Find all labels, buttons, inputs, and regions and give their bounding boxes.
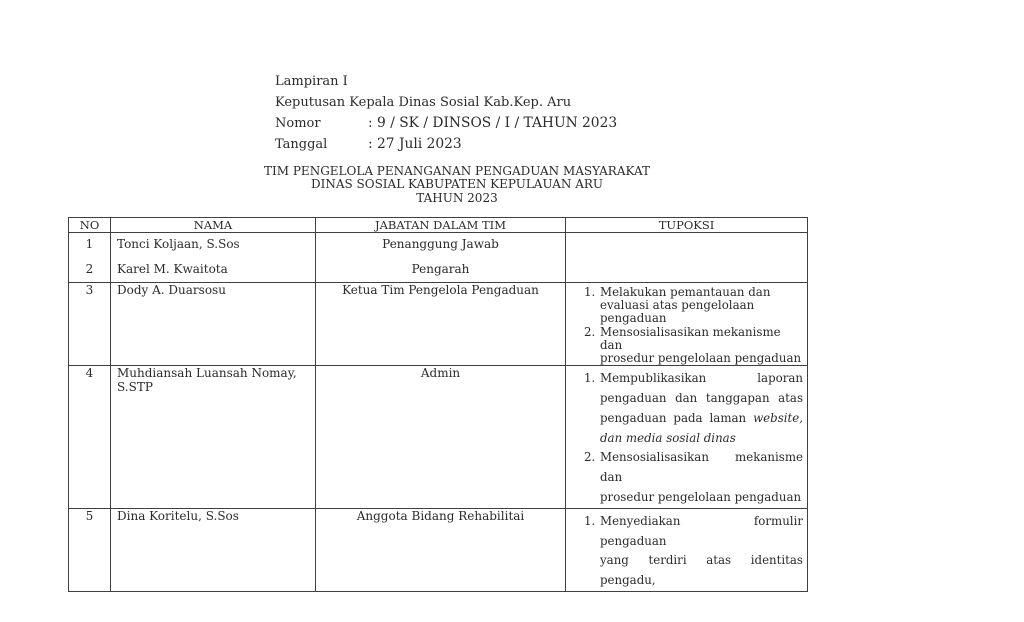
tanggal-label: Tanggal [275,137,328,152]
cell-jabatan-4: Admin [316,366,566,509]
tupoksi-text-line: prosedur pengelolaan pengaduan [600,490,802,504]
cell-no-4: 4 [69,366,111,509]
nomor-value: : 9 / SK / DINSOS / I / TAHUN 2023 [368,115,618,131]
header-no: NO [69,218,111,233]
tupoksi-text-line: Menyediakan formulir pengaduan [600,513,803,548]
tupoksi-text-line: dan media sosial dinas [600,430,736,445]
keputusan-text: Keputusan Kepala Dinas Sosial Kab.Kep. Aru [275,95,572,110]
cell-tupoksi-1-2 [566,233,808,283]
tupoksi-item [566,326,807,366]
item-number: 1. [584,513,596,528]
cell-nama-5: Dina Koritelu, S.Sos [111,508,316,591]
title-line-3: TAHUN 2023 [416,190,498,205]
tupoksi-text-line: evaluasi atas pengelolaan [600,298,755,313]
cell-nama-3: Dody A. Duarsosu [111,283,316,366]
cell-jabatan-3: Ketua Tim Pengelola Pengaduan [316,283,566,366]
keputusan-line [275,92,617,113]
title-line-1: TIM PENGELOLA PENANGANAN PENGADUAN MASYARAKAT [264,164,650,178]
table-header-row [69,218,808,233]
jabatan-2: Pengarah [411,262,470,276]
header-jabatan: JABATAN DALAM TIM [316,218,566,233]
cell-tupoksi-5 [566,508,808,591]
tupoksi-item [566,448,807,507]
item-number: 2. [584,324,596,339]
tupoksi-item [566,512,807,591]
jabatan-1: Penanggung Jawab [382,237,499,251]
lampiran-text: Lampiran I [275,74,348,89]
header-tupoksi: TUPOKSI [566,218,808,233]
cell-nama-4: Muhdiansah Luansah Nomay, S.STP [111,366,316,509]
item-number: 1. [584,371,596,386]
tupoksi-text-line: pengaduan dan tanggapan atas [600,391,803,406]
cell-no-1-2 [69,233,111,283]
table-row-5 [69,508,808,591]
tupoksi-text-line [600,409,803,429]
tupoksi-text: pengaduan pada laman [600,410,747,425]
table-row-3 [69,283,808,366]
cell-tupoksi-4 [566,366,808,509]
tanggal-line [275,134,617,155]
cell-jabatan-1-2 [316,233,566,283]
header-nama: NAMA [111,218,316,233]
document-title [257,165,657,205]
tupoksi-text-line: prosedur pengelolaan pengaduan [600,351,802,366]
tupoksi-text-line: Mensosialisasikan mekanisme dan [600,324,781,352]
tupoksi-text-italic: website, [753,410,803,425]
cell-tupoksi-3 [566,283,808,366]
tim-pengelola-table [68,217,808,592]
nomor-line [275,113,617,134]
tupoksi-text-line: Melakukan pemantauan dan [600,285,771,299]
nama-1: Tonci Koljaan, S.Sos [117,237,240,251]
title-line-2: DINAS SOSIAL KABUPATEN KEPULAUAN ARU [310,177,604,192]
tupoksi-text-line: Mempublikasikan laporan [600,371,803,386]
tupoksi-text-line: pengaduan [600,311,667,326]
cell-nama-1-2 [111,233,316,283]
nama-2: Karel M. Kwaitota [117,262,228,276]
no-1: 1 [85,237,94,251]
lampiran-line [275,71,617,92]
cell-no-5: 5 [69,508,111,591]
no-2: 2 [85,262,94,276]
cell-jabatan-5: Anggota Bidang Rehabilitai [316,508,566,591]
tupoksi-text-line: yang terdiri atas identitas pengadu, [600,553,803,588]
cell-no-3: 3 [69,283,111,366]
item-number: 2. [584,450,596,465]
table-row-4 [69,366,808,509]
nomor-label: Nomor [275,116,321,131]
tanggal-value: : 27 Juli 2023 [368,136,462,152]
tupoksi-text-line: Mensosialisasikan mekanisme dan [600,450,803,485]
table-row-1-2 [69,233,808,283]
tupoksi-item [566,286,807,326]
lampiran-header-block [275,71,617,155]
item-number: 1. [584,285,596,299]
tupoksi-item [566,369,807,448]
